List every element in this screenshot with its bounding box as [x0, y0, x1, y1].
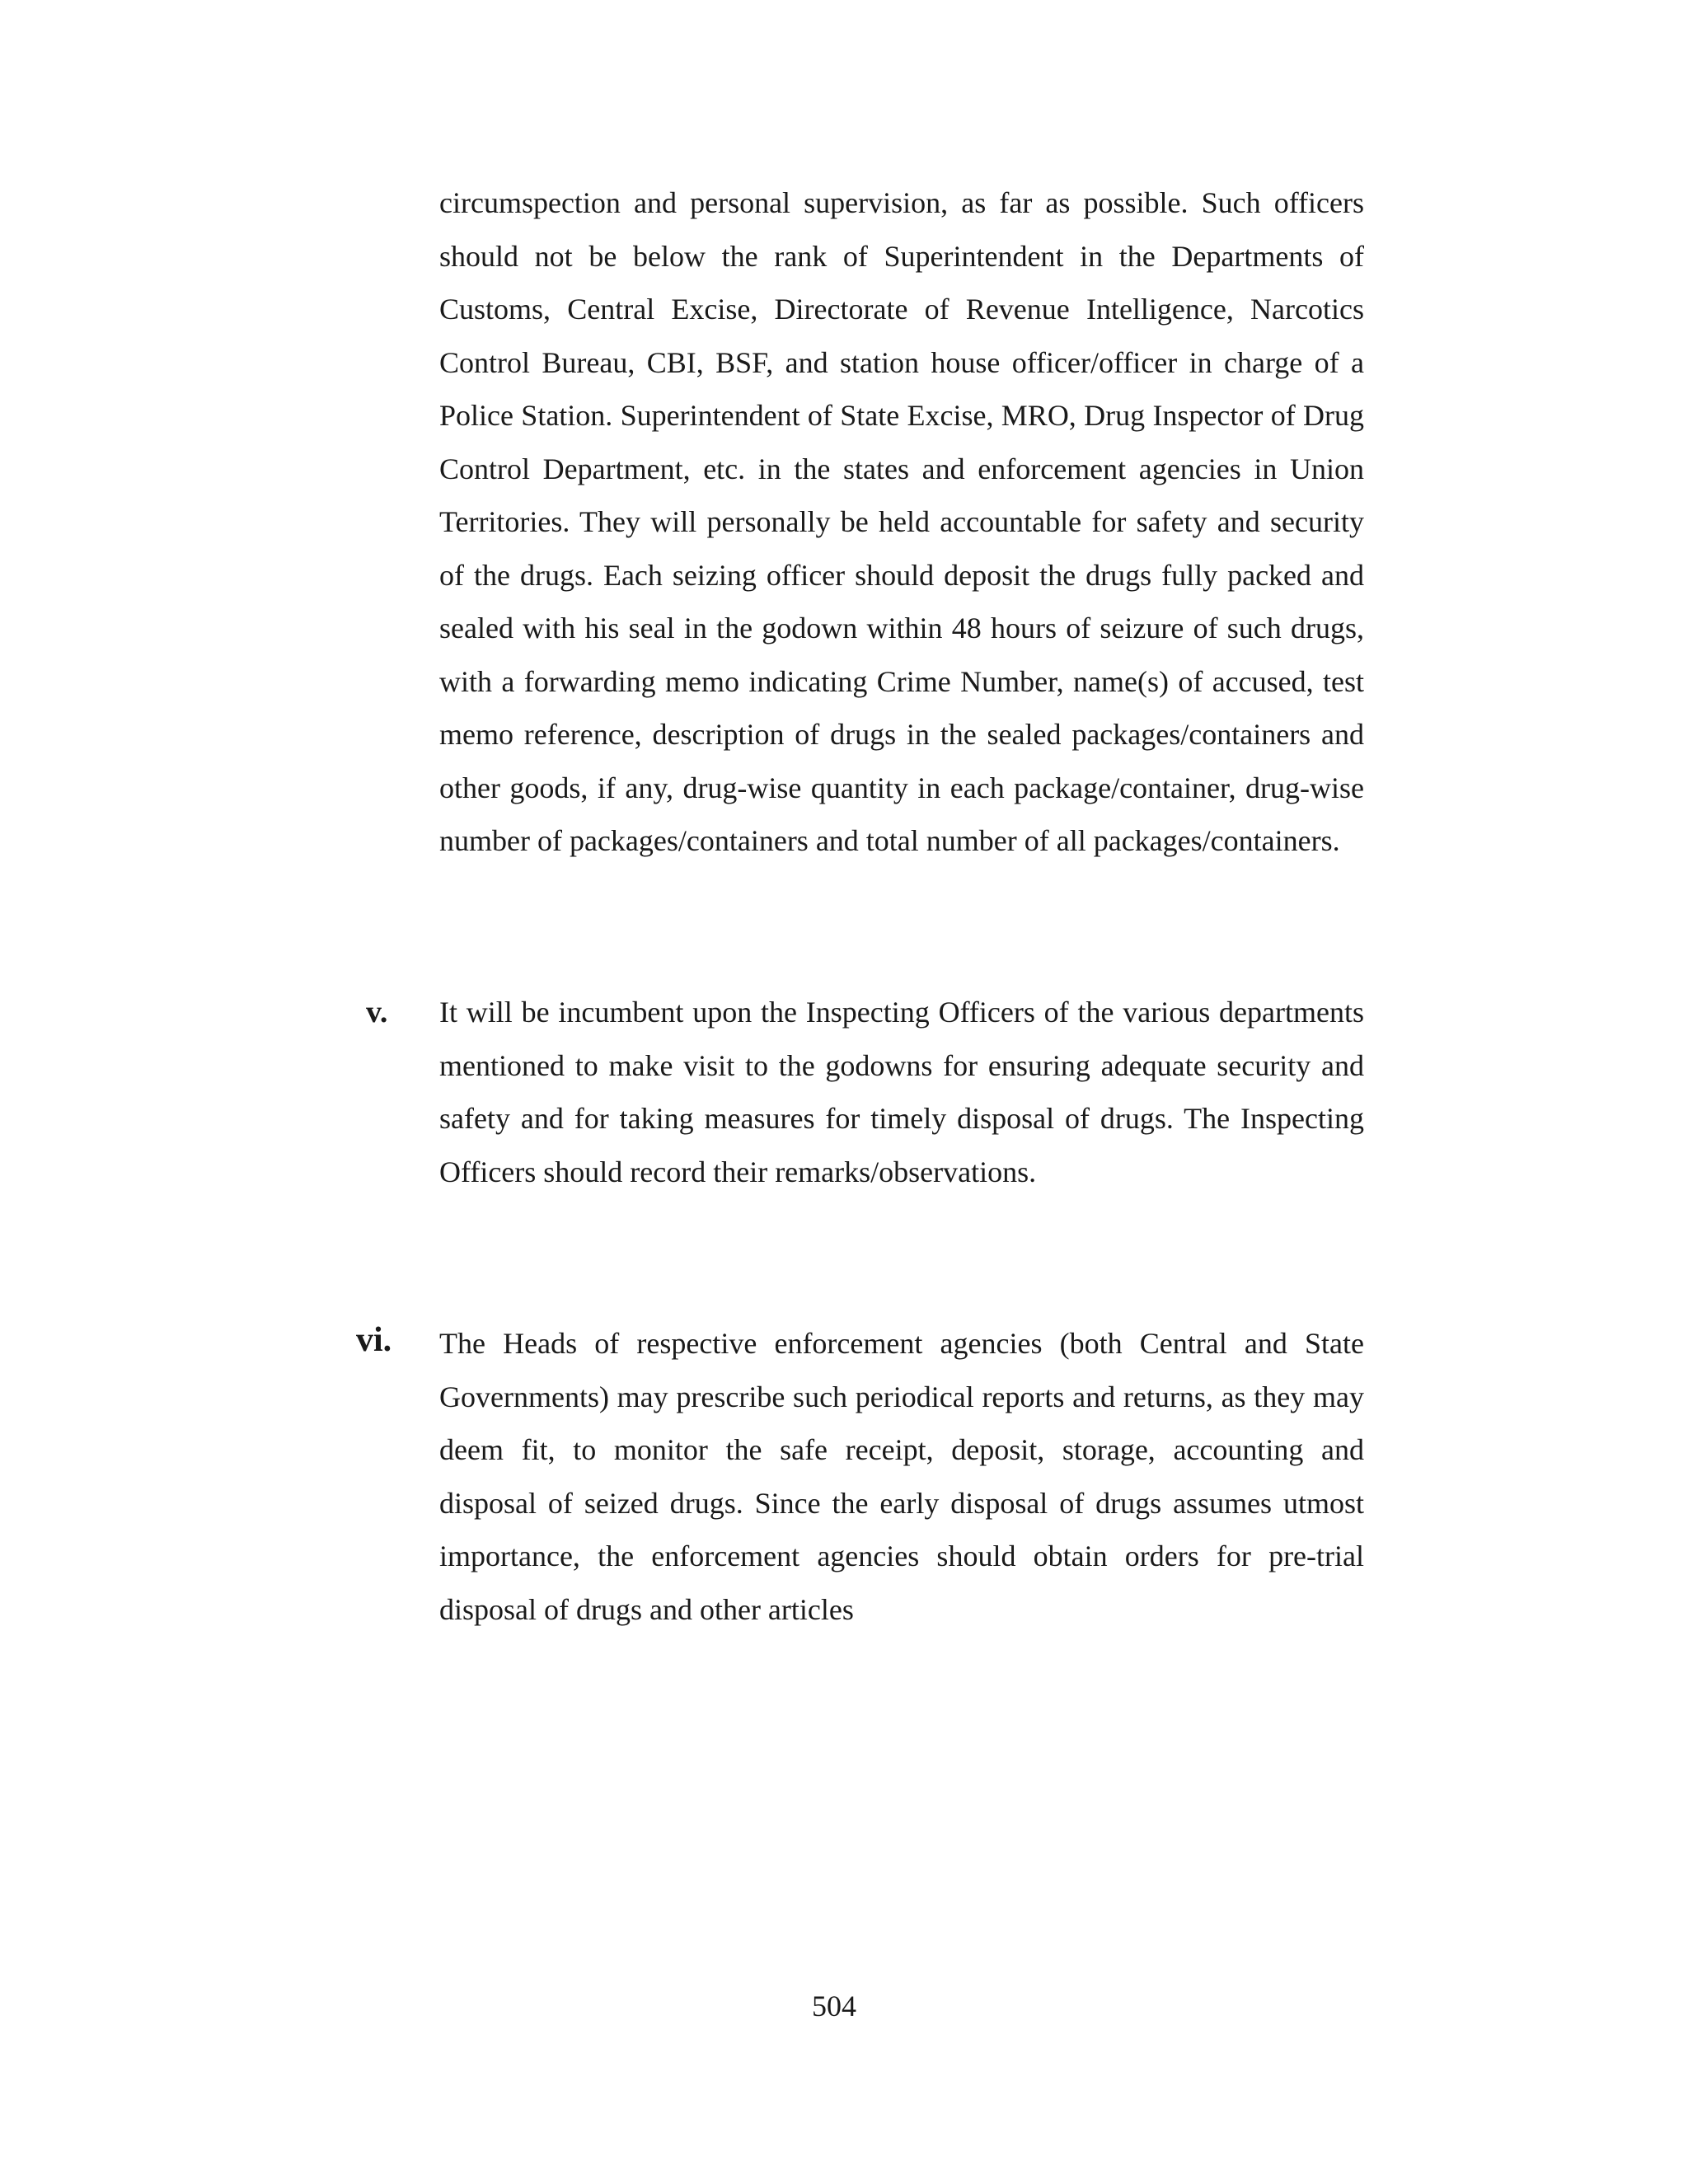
continued-paragraph: circumspection and personal supervision, as far as possible. Such officers should not be below the rank of Superintendent in the Departments of Customs, Central Excise, Directorate of Revenue Intelligence, Narcotics Control Bureau, CBI, BSF, and station house officer/officer in charge of a Police Station. Superintendent of State Excise, MRO, Drug Inspector of Drug Control Department, etc. in the states and enforcement agencies in Union Territories. They will personally be held accountable for safety and security of the drugs. Each seizing officer should deposit the drugs fully packed and sealed with his seal in the godown within 48 hours of seizure of such drugs, with a forwarding memo indicating Crime Number, name(s) of accused, test memo reference, description of drugs in the sealed packages/containers and other goods, if any, drug-wise quantity in each package/container, drug-wise number of packages/containers and total number of all packages/containers.: [439, 186, 1364, 857]
item-vi-text: The Heads of respective enforcement agencies (both Central and State Governments) may prescribe such periodical reports and returns, as they may deem fit, to monitor the safe receipt, deposit, storage, accounting and disposal of seized drugs. Since the early disposal of drugs assumes utmost importance, the enforcement agencies should obtain orders for pre-trial disposal of drugs and other articles: [439, 1327, 1364, 1626]
item-marker-vi: vi.: [356, 1321, 392, 1359]
item-marker-v: v.: [366, 995, 388, 1029]
item-v-text: It will be incumbent upon the Inspecting Officers of the various departments mentioned to make visit to the godowns for ensuring adequate security and safety and for taking measures for timely disposal of drugs. The Inspecting Officers should record their remarks/observations.: [439, 996, 1364, 1188]
page-number: 504: [812, 1990, 856, 2022]
